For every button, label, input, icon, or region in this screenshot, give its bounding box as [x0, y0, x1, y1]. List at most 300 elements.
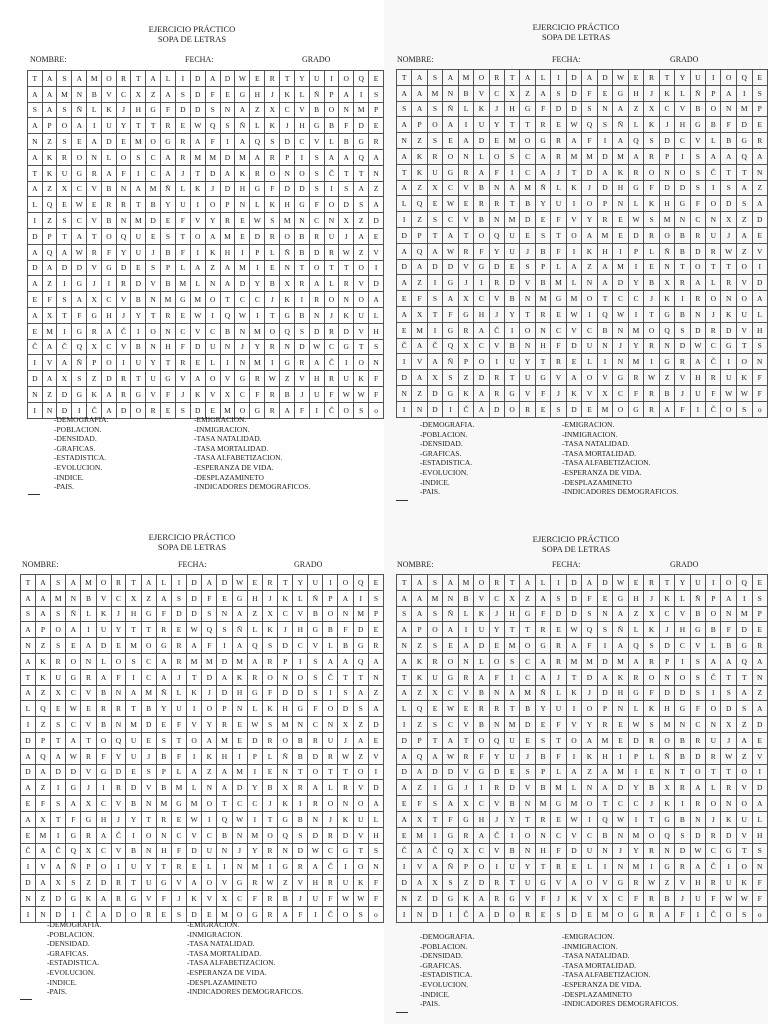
grid-cell: Z: [35, 638, 50, 654]
grid-cell: S: [721, 685, 737, 701]
grid-cell: A: [412, 85, 427, 101]
grid-cell: L: [250, 197, 265, 213]
grid-row: [28, 134, 384, 150]
grid-cell: E: [566, 859, 582, 875]
grid-cell: N: [721, 606, 737, 622]
grid-cell: Q: [111, 732, 126, 748]
grid-cell: M: [582, 148, 597, 164]
grid-cell: E: [72, 134, 87, 150]
word-list-item: -TASA MORTALIDAD.: [194, 443, 269, 453]
grid-cell: R: [675, 354, 690, 370]
grid-cell: X: [57, 371, 72, 387]
word-list-item: -POBLACION.: [420, 941, 468, 951]
word-list-right: [562, 932, 678, 1009]
grid-cell: D: [126, 780, 141, 796]
grid-cell: B: [324, 118, 339, 134]
grid-cell: E: [369, 228, 384, 244]
fecha-label: FECHA:: [185, 55, 214, 64]
grid-cell: Y: [675, 575, 690, 591]
grid-cell: V: [675, 101, 690, 117]
grid-cell: V: [309, 134, 324, 150]
grid-cell: W: [613, 306, 629, 322]
grid-cell: D: [551, 606, 566, 622]
grid-cell: E: [220, 86, 235, 102]
grid-cell: U: [690, 890, 706, 906]
grid-cell: H: [474, 811, 489, 827]
grid-cell: U: [504, 354, 519, 370]
grid-cell: E: [644, 259, 660, 275]
grid-cell: N: [706, 717, 721, 733]
word-list-item: -DESPLAZAMINETO: [562, 989, 632, 999]
worksheet-top-right: [384, 0, 768, 512]
grid-cell: D: [721, 322, 737, 338]
grid-cell: S: [520, 259, 535, 275]
grid-cell: T: [551, 227, 566, 243]
grid-cell: F: [535, 890, 550, 906]
grid-cell: B: [161, 276, 176, 292]
grid-cell: A: [187, 764, 202, 780]
grid-cell: A: [72, 292, 87, 308]
grid-cell: X: [278, 780, 293, 796]
grid-cell: D: [369, 276, 384, 292]
grid-cell: R: [146, 402, 161, 418]
grid-cell: Ñ: [659, 748, 674, 764]
grid-cell: A: [628, 148, 644, 164]
grid-cell: C: [72, 181, 87, 197]
grid-cell: O: [353, 796, 368, 812]
grid-cell: G: [96, 764, 111, 780]
grid-cell: A: [21, 622, 36, 638]
grid-cell: W: [566, 811, 582, 827]
grid-cell: E: [613, 227, 629, 243]
grid-cell: A: [161, 149, 176, 165]
grid-cell: R: [323, 875, 338, 891]
grid-cell: A: [35, 575, 50, 591]
grid-cell: B: [96, 717, 111, 733]
grid-cell: F: [628, 890, 644, 906]
grid-cell: Y: [111, 622, 126, 638]
grid-cell: R: [489, 385, 504, 401]
grid-cell: L: [551, 685, 566, 701]
grid-cell: W: [690, 843, 706, 859]
grid-row: [397, 70, 768, 86]
grid-cell: M: [628, 354, 644, 370]
grid-cell: H: [504, 606, 519, 622]
grid-cell: D: [397, 370, 412, 386]
grid-cell: P: [706, 85, 721, 101]
fecha-label: FECHA:: [552, 55, 581, 64]
grid-cell: O: [504, 906, 519, 922]
grid-cell: Ñ: [443, 606, 459, 622]
grid-cell: Z: [412, 212, 427, 228]
grid-cell: T: [323, 764, 338, 780]
grid-cell: A: [190, 371, 205, 387]
grid-cell: Y: [489, 622, 504, 638]
grid-cell: F: [111, 669, 126, 685]
grid-cell: N: [412, 401, 427, 417]
grid-cell: R: [628, 669, 644, 685]
grid-cell: Q: [202, 622, 217, 638]
grid-cell: I: [736, 590, 752, 606]
grid-cell: L: [752, 306, 768, 322]
grid-cell: H: [369, 323, 384, 339]
grid-row: [397, 101, 768, 117]
word-list-item: -DENSIDAD.: [420, 951, 463, 961]
grid-cell: S: [57, 292, 72, 308]
grid-row: [21, 859, 384, 875]
grid-cell: Z: [458, 875, 473, 891]
grid-cell: A: [458, 133, 473, 149]
grid-cell: C: [690, 212, 706, 228]
grid-cell: A: [324, 149, 339, 165]
grid-cell: E: [613, 212, 629, 228]
grid-cell: D: [520, 212, 535, 228]
grid-cell: V: [458, 180, 473, 196]
grid-cell: B: [295, 228, 310, 244]
grid-cell: J: [582, 685, 597, 701]
grid-cell: O: [202, 796, 217, 812]
grid-cell: B: [156, 748, 171, 764]
grid-cell: I: [397, 354, 412, 370]
grid-cell: U: [309, 71, 324, 87]
grid-cell: S: [51, 717, 66, 733]
grid-cell: D: [582, 669, 597, 685]
grid-cell: V: [690, 133, 706, 149]
grid-cell: S: [171, 906, 186, 922]
grid-cell: C: [551, 827, 566, 843]
grid-cell: Q: [354, 149, 369, 165]
grid-cell: D: [675, 180, 690, 196]
grid-cell: E: [458, 701, 473, 717]
grid-cell: A: [690, 275, 706, 291]
grid-cell: O: [706, 196, 721, 212]
grid-cell: V: [412, 354, 427, 370]
grid-cell: A: [81, 638, 96, 654]
grid-cell: S: [354, 402, 369, 418]
grid-cell: U: [309, 386, 324, 402]
grid-cell: C: [232, 890, 247, 906]
grid-cell: I: [324, 181, 339, 197]
grid-cell: D: [582, 164, 597, 180]
grid-cell: X: [217, 890, 232, 906]
grid-cell: X: [412, 306, 427, 322]
grid-cell: B: [675, 227, 690, 243]
grid-cell: S: [721, 180, 737, 196]
grid-cell: U: [96, 622, 111, 638]
grid-cell: T: [520, 117, 535, 133]
grid-cell: S: [57, 71, 72, 87]
grid-cell: M: [232, 653, 247, 669]
grid-cell: B: [102, 181, 117, 197]
grid-cell: A: [412, 875, 427, 891]
grid-cell: I: [597, 133, 612, 149]
grid-cell: R: [247, 875, 262, 891]
grid-cell: A: [397, 780, 412, 796]
grid-cell: A: [35, 875, 50, 891]
grid-cell: E: [217, 590, 232, 606]
grid-cell: I: [131, 165, 146, 181]
grid-cell: D: [21, 764, 36, 780]
grid-cell: C: [613, 385, 629, 401]
grid-row: [28, 149, 384, 165]
grid-cell: C: [175, 323, 190, 339]
grid-cell: D: [427, 906, 442, 922]
grid-row: [28, 165, 384, 181]
grid-cell: G: [102, 260, 117, 276]
grid-cell: C: [551, 322, 566, 338]
grid-cell: U: [353, 811, 368, 827]
grid-cell: W: [247, 717, 262, 733]
grid-cell: O: [190, 228, 205, 244]
grid-cell: D: [690, 748, 706, 764]
grid-cell: I: [504, 827, 519, 843]
grid-cell: U: [427, 164, 442, 180]
grid-cell: H: [250, 86, 265, 102]
grid-row: [397, 717, 768, 733]
grid-cell: H: [278, 701, 293, 717]
grid-row: [397, 606, 768, 622]
grid-cell: R: [690, 291, 706, 307]
grid-cell: N: [280, 339, 295, 355]
grid-cell: M: [504, 717, 519, 733]
grid-cell: C: [247, 796, 262, 812]
grid-cell: Q: [278, 827, 293, 843]
grid-cell: Z: [458, 370, 473, 386]
grid-cell: T: [721, 164, 737, 180]
grid-cell: K: [35, 653, 50, 669]
grid-cell: G: [736, 133, 752, 149]
grid-cell: J: [706, 306, 721, 322]
grid-cell: P: [217, 701, 232, 717]
grid-cell: C: [706, 843, 721, 859]
grid-cell: H: [504, 101, 519, 117]
grid-cell: L: [551, 180, 566, 196]
grid-cell: Z: [87, 371, 102, 387]
grid-cell: A: [397, 685, 412, 701]
grid-cell: V: [582, 890, 597, 906]
grid-cell: W: [190, 118, 205, 134]
grid-cell: A: [28, 307, 43, 323]
grid-cell: M: [613, 259, 629, 275]
grid-cell: Ñ: [156, 685, 171, 701]
grid-cell: A: [21, 653, 36, 669]
grid-cell: L: [190, 276, 205, 292]
grid-cell: F: [369, 371, 384, 387]
grid-cell: W: [690, 338, 706, 354]
grid-cell: A: [474, 827, 489, 843]
grid-cell: G: [338, 843, 353, 859]
grid-cell: A: [659, 906, 674, 922]
grid-cell: D: [280, 134, 295, 150]
grid-cell: O: [721, 575, 737, 591]
grid-cell: V: [458, 717, 473, 733]
grid-cell: R: [551, 638, 566, 654]
grid-cell: E: [111, 638, 126, 654]
grid-cell: K: [644, 117, 660, 133]
grid-cell: D: [443, 764, 459, 780]
grid-cell: G: [72, 276, 87, 292]
grid-cell: F: [644, 685, 660, 701]
grid-cell: R: [489, 701, 504, 717]
grid-cell: F: [369, 386, 384, 402]
grid-cell: Q: [443, 843, 459, 859]
grid-cell: L: [28, 197, 43, 213]
grid-cell: P: [458, 354, 473, 370]
grid-cell: D: [736, 622, 752, 638]
grid-cell: K: [659, 590, 674, 606]
word-list-right: [562, 420, 678, 497]
grid-cell: R: [458, 322, 473, 338]
grid-cell: Ñ: [535, 180, 550, 196]
grid-cell: N: [141, 796, 156, 812]
grid-cell: I: [690, 906, 706, 922]
grid-cell: U: [474, 622, 489, 638]
grid-cell: O: [354, 260, 369, 276]
grid-cell: X: [81, 843, 96, 859]
grid-cell: H: [102, 307, 117, 323]
grid-cell: R: [675, 859, 690, 875]
grid-cell: X: [339, 213, 354, 229]
grid-cell: S: [582, 101, 597, 117]
grid-cell: H: [752, 322, 768, 338]
grid-cell: M: [412, 322, 427, 338]
grid-cell: O: [566, 227, 582, 243]
grado-label: GRADO: [302, 55, 331, 64]
grid-cell: A: [397, 180, 412, 196]
grid-cell: U: [721, 370, 737, 386]
grid-cell: X: [220, 386, 235, 402]
grid-cell: Ñ: [280, 244, 295, 260]
grid-cell: E: [171, 811, 186, 827]
grid-cell: A: [187, 638, 202, 654]
grid-cell: I: [126, 669, 141, 685]
grid-cell: W: [721, 890, 737, 906]
grid-cell: G: [443, 164, 459, 180]
grid-cell: V: [171, 875, 186, 891]
grid-cell: M: [131, 134, 146, 150]
grid-cell: R: [706, 322, 721, 338]
grid-cell: D: [368, 717, 383, 733]
grid-cell: U: [339, 371, 354, 387]
grid-cell: K: [190, 181, 205, 197]
grid-cell: G: [72, 165, 87, 181]
grid-cell: A: [504, 180, 519, 196]
worksheet-title: [0, 532, 384, 552]
grid-cell: R: [265, 386, 280, 402]
grid-cell: Q: [217, 811, 232, 827]
grid-cell: T: [706, 764, 721, 780]
grid-cell: N: [613, 827, 629, 843]
grid-cell: Č: [397, 843, 412, 859]
grid-cell: D: [247, 732, 262, 748]
grid-row: [397, 843, 768, 859]
grid-cell: J: [205, 181, 220, 197]
grid-row: [21, 685, 384, 701]
grid-cell: S: [368, 590, 383, 606]
grid-cell: T: [146, 118, 161, 134]
grid-cell: D: [427, 890, 442, 906]
grid-cell: H: [235, 181, 250, 197]
grid-cell: O: [736, 259, 752, 275]
grid-cell: A: [582, 732, 597, 748]
grid-cell: Q: [582, 117, 597, 133]
word-list-item: -TASA NATALIDAD.: [194, 434, 262, 444]
grid-cell: R: [116, 371, 131, 387]
grid-cell: I: [675, 796, 690, 812]
grid-cell: R: [706, 370, 721, 386]
grid-cell: P: [628, 748, 644, 764]
grid-cell: Y: [489, 243, 504, 259]
grid-cell: G: [235, 86, 250, 102]
grid-cell: A: [354, 181, 369, 197]
grid-cell: S: [220, 118, 235, 134]
grid-cell: D: [220, 149, 235, 165]
grid-cell: O: [146, 323, 161, 339]
grid-cell: B: [675, 243, 690, 259]
grid-cell: M: [504, 212, 519, 228]
grid-cell: N: [582, 275, 597, 291]
grid-cell: S: [427, 717, 442, 733]
grid-row: [28, 102, 384, 118]
grid-cell: A: [202, 732, 217, 748]
grid-cell: A: [368, 701, 383, 717]
grid-cell: F: [96, 748, 111, 764]
grid-cell: X: [265, 102, 280, 118]
grid-cell: A: [412, 575, 427, 591]
title-line-1: EJERCICIO PRÁCTICO: [532, 534, 620, 544]
grid-cell: A: [338, 653, 353, 669]
grid-cell: I: [353, 590, 368, 606]
grid-cell: L: [566, 275, 582, 291]
grid-cell: T: [721, 764, 737, 780]
grid-row: [28, 260, 384, 276]
grid-cell: G: [613, 85, 629, 101]
grid-cell: V: [295, 102, 310, 118]
grid-cell: E: [752, 227, 768, 243]
grid-cell: F: [752, 370, 768, 386]
grid-cell: E: [28, 323, 43, 339]
grid-cell: O: [235, 402, 250, 418]
grid-cell: N: [535, 322, 550, 338]
grid-cell: R: [175, 355, 190, 371]
word-list-item: -GRAFICAS.: [47, 948, 89, 958]
grid-cell: D: [597, 685, 612, 701]
grid-cell: A: [659, 401, 674, 417]
grid-cell: O: [489, 148, 504, 164]
grid-cell: G: [659, 306, 674, 322]
grid-cell: D: [339, 323, 354, 339]
grid-cell: B: [87, 86, 102, 102]
grid-cell: C: [443, 717, 459, 733]
grid-cell: K: [412, 653, 427, 669]
grid-cell: D: [308, 827, 323, 843]
grid-cell: A: [412, 370, 427, 386]
grid-cell: A: [504, 685, 519, 701]
grid-cell: S: [397, 101, 412, 117]
grid-cell: O: [265, 165, 280, 181]
footer-dash: [28, 494, 40, 495]
grid-cell: W: [250, 213, 265, 229]
grid-cell: O: [582, 370, 597, 386]
grid-cell: L: [171, 685, 186, 701]
grid-cell: I: [190, 244, 205, 260]
grid-cell: A: [102, 165, 117, 181]
grid-cell: Z: [752, 685, 768, 701]
grid-cell: R: [265, 339, 280, 355]
grid-cell: G: [659, 811, 674, 827]
grid-cell: M: [161, 292, 176, 308]
grid-cell: D: [597, 70, 612, 86]
